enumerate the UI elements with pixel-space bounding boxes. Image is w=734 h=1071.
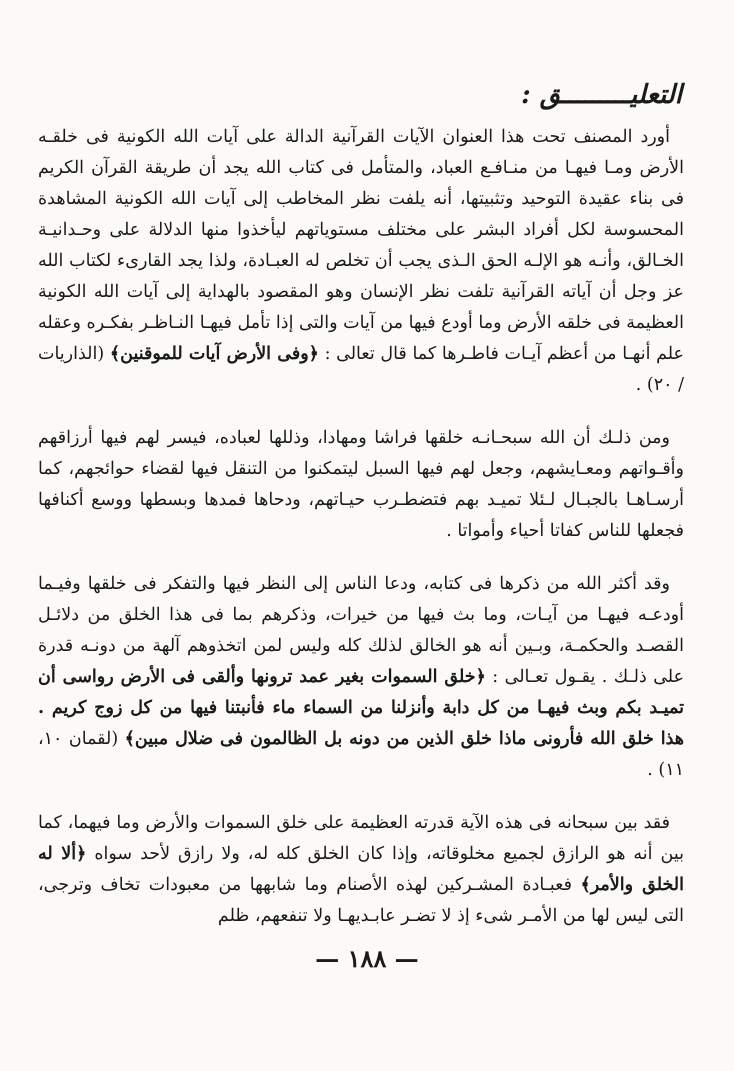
paragraph xyxy=(38,808,684,932)
quran-verse: ﴿وفى الأرض آيات للموقنين﴾ xyxy=(109,344,319,364)
quran-verse: ﴿خلق السموات بغير عمد ترونها وألقى فى الأرض رواسى أن تميـد بكم وبث فيهـا من كل دابة وأنزلنا من السماء ماء فأنبتنا فيها من كل زوج كريم . هذا خلق الله فأرونى ماذا خلق الذين من دونه بل الظالمون فى ضلال مبين﴾ xyxy=(38,667,684,749)
quran-verse: ﴿ألا له الخلق والأمر﴾ xyxy=(38,844,684,895)
text-run: فقد بين سبحانه فى هذه الآية قدرته العظيمة على خلق السموات والأرض وما فيهما، كما بين أنه هو الرازق لجميع مخلوقاته، وإذا كان الخلق كله له، ولا رازق لأحد سواه xyxy=(38,813,684,864)
text-run: ومن ذلـك أن الله سبحـانـه خلقها فراشا ومهادا، وذللها لعباده، فيسر لهم فيها أرزاقهم وأقـواتهم ومعـايشهم، وجعل لهم فيها السبل ليتمكنوا من التنقل فيها لقضاء حوائجهم، كما أرسـاهـا بالجبـال لـئلا تميـد بهم فتضطـرب حيـاتهم، ودحاها فمدها وبسطها ووسع أكنافها فجعلها للناس كفاتا أحياء وأمواتا . xyxy=(38,428,684,541)
page-number: — ١٨٨ — xyxy=(315,944,419,973)
paragraph xyxy=(38,423,684,547)
paragraph xyxy=(38,122,684,401)
verse-reference: (الذاريات / ٢٠) . xyxy=(38,344,684,395)
text-run: وقد أكثر الله من ذكرها فى كتابه، ودعا الناس إلى النظر فيها والتفكر فى خلقها وفيـما أودعـه فيهـا من آيـات، وما بث فيها من خيرات، وذكرهم بما فى هذا الخلق من دلائـل القصـد والحكمـة، وبـين أنه هو الخالق لذلك كله وليس لمن اتخذوهم آلهة من دونـه قدرة على ذلـك . يقـول تعـالى : xyxy=(38,574,685,687)
text-run: فعبـادة المشـركين لهذه الأصنام وما شابهها من معبودات تخاف وترجى، التى ليس لها من الأمـر شىء إذ لا تضـر عابـديهـا ولا تنفعهم، ظلم xyxy=(38,875,684,926)
paragraph xyxy=(38,569,684,786)
text-run: أورد المصنف تحت هذا العنوان الآيات القرآنية الدالة على آيات الله الكونية فى خلقـه الأرض ومـا فيهـا من منـافـع العباد، والمتأمل فى كتاب الله يجد أن طريقة القرآن الكريم فى بناء عقيدة التوحيد وتثبيتها، أنه يلفت نظر المخاطب إلى آيات الله الكونية المشاهدة المحسوسة لكل أفراد البشر على مختلف مستوياتهم ليأخذوا منها الدلالة على وحـدانيـة الخـالق، وأنـه هو الإلـه الحق الـذى يجب أن تخلص له العبـادة، ولذا يجد القارىء لكتاب الله عز وجل أن آياته القرآنية تلفت نظر الإنسان وهو المقصود بالهداية إلى آيات الله الكونية العظيمة فى خلقه الأرض وما أودع فيها من آيات والتى إذا تأمل فيهـا النـاظـر بفكـره وعقله علم أنهـا من أعظم آيـات فاطـرها كما قال تعالى : xyxy=(38,127,685,364)
section-heading: التعليـــــــــق : xyxy=(521,80,682,110)
body-text xyxy=(38,122,684,954)
verse-reference: (لقمان ١٠، ١١) . xyxy=(38,729,684,780)
